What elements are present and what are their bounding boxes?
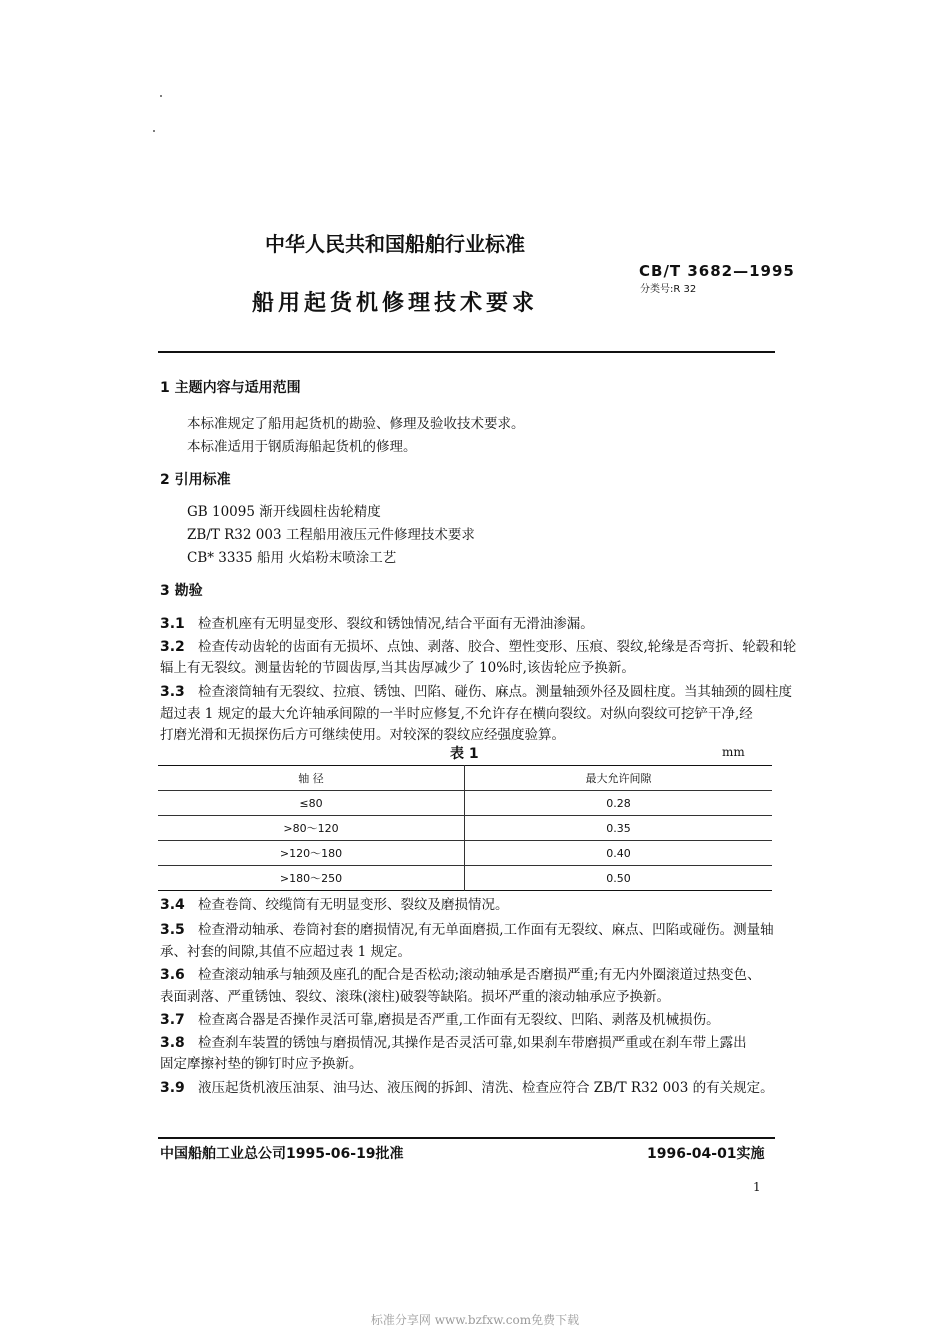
clause-text-line: 承、衬套的间隙,其值不应超过表 1 规定。 — [160, 944, 411, 960]
watermark: 标准分享网 www.bzfxw.com免费下载 — [370, 1313, 580, 1327]
table-cell: 0.28 — [606, 796, 631, 810]
clause-3-6 — [160, 963, 761, 983]
clause-text-line: 打磨光滑和无损探伤后方可继续使用。对较深的裂纹应经强度验算。 — [160, 727, 565, 743]
clause-number: 3.6 — [160, 967, 185, 983]
table-header-cell: 轴 径 — [158, 766, 465, 791]
clause-3-9 — [160, 1076, 774, 1096]
section-1-heading: 1 主题内容与适用范围 — [160, 380, 301, 396]
table-row — [158, 841, 772, 866]
clause-3-4 — [160, 893, 509, 913]
table-cell: ≤80 — [158, 791, 465, 816]
clause-number: 3.9 — [160, 1080, 185, 1096]
reference-item: CB* 3335 船用 火焰粉末喷涂工艺 — [187, 550, 397, 566]
document-title: 船用起货机修理技术要求 — [251, 291, 538, 316]
classification-number: 分类号:R 32 — [640, 284, 697, 295]
table-cell: 0.50 — [606, 871, 631, 885]
clause-text-line: 检查滑动轴承、卷筒衬套的磨损情况,有无单面磨损,工作面有无裂纹、麻点、凹陷或碰伤。测量轴 — [198, 922, 774, 938]
clause-number: 3.5 — [160, 922, 185, 938]
reference-item: ZB/T R32 003 工程船用液压元件修理技术要求 — [187, 527, 475, 543]
section-2-heading: 2 引用标准 — [160, 472, 231, 488]
scan-speck — [153, 130, 155, 132]
table-header-row — [158, 766, 772, 791]
table-row — [158, 816, 772, 841]
table-1 — [158, 765, 772, 891]
approval-date: 中国船舶工业总公司1995-06-19批准 — [160, 1146, 404, 1162]
clause-text-line: 超过表 1 规定的最大允许轴承间隙的一半时应修复,不允许存在横向裂纹。对纵向裂纹可挖铲干净,经 — [160, 706, 753, 722]
table-row — [158, 866, 772, 891]
clause-text-line: 检查刹车装置的锈蚀与磨损情况,其操作是否灵活可靠,如果刹车带磨损严重或在刹车带上露出 — [198, 1035, 747, 1051]
table-header-cell: 最大允许间隙 — [585, 772, 652, 785]
clause-text-line: 液压起货机液压油泵、油马达、液压阀的拆卸、清洗、检查应符合 ZB/T R32 003 的有关规定。 — [198, 1080, 774, 1096]
clause-text-line: 检查卷筒、绞缆筒有无明显变形、裂纹及磨损情况。 — [198, 897, 509, 913]
table-cell: >180～250 — [158, 866, 465, 891]
clause-number: 3.8 — [160, 1035, 185, 1051]
clause-text-line: 辐上有无裂纹。测量齿轮的节圆齿厚,当其齿厚减少了 10%时,该齿轮应予换新。 — [160, 660, 635, 676]
clause-text-line: 检查机座有无明显变形、裂纹和锈蚀情况,结合平面有无滑油渗漏。 — [198, 616, 594, 632]
clause-3-1 — [160, 612, 594, 632]
footer-divider — [158, 1137, 775, 1139]
clause-text-line: 固定摩擦衬垫的铆钉时应予换新。 — [160, 1056, 363, 1072]
scan-speck — [160, 95, 162, 97]
header-divider — [158, 351, 775, 353]
reference-item: GB 10095 渐开线圆柱齿轮精度 — [187, 504, 381, 520]
standard-code: CB/T 3682—1995 — [639, 262, 795, 280]
clause-number: 3.2 — [160, 639, 185, 655]
clause-text-line: 检查传动齿轮的齿面有无损坏、点蚀、剥落、胶合、塑性变形、压痕、裂纹,轮缘是否弯折、轮毂和轮 — [198, 639, 797, 655]
clause-number: 3.4 — [160, 897, 185, 913]
section-1-paragraph-1: 本标准规定了船用起货机的勘验、修理及验收技术要求。 — [187, 416, 525, 432]
table-cell: >80～120 — [158, 816, 465, 841]
clause-3-3 — [160, 680, 792, 700]
clause-3-2 — [160, 635, 796, 655]
clause-3-8 — [160, 1031, 747, 1051]
clause-text-line: 检查滚动轴承与轴颈及座孔的配合是否松动;滚动轴承是否磨损严重;有无内外圈滚道过热变色、 — [198, 967, 761, 983]
table-cell: 0.35 — [606, 821, 631, 835]
page-number: 1 — [753, 1180, 761, 1194]
clause-3-7 — [160, 1008, 720, 1028]
clause-number: 3.7 — [160, 1012, 185, 1028]
table-cell: >120～180 — [158, 841, 465, 866]
table-cell: 0.40 — [606, 846, 631, 860]
organization-title: 中华人民共和国船舶行业标准 — [265, 232, 525, 256]
clause-text-line: 检查离合器是否操作灵活可靠,磨损是否严重,工作面有无裂纹、凹陷、剥落及机械损伤。 — [198, 1012, 720, 1028]
clause-3-5 — [160, 918, 774, 938]
clause-number: 3.1 — [160, 616, 185, 632]
table-row — [158, 791, 772, 816]
clause-text-line: 检查滚筒轴有无裂纹、拉痕、锈蚀、凹陷、碰伤、麻点。测量轴颈外径及圆柱度。当其轴颈的圆柱度 — [198, 684, 792, 700]
clause-number: 3.3 — [160, 684, 185, 700]
section-3-heading: 3 勘验 — [160, 583, 203, 599]
table-caption: 表 1 — [450, 746, 479, 762]
section-1-paragraph-2: 本标准适用于钢质海船起货机的修理。 — [187, 439, 417, 455]
clause-text-line: 表面剥落、严重锈蚀、裂纹、滚珠(滚柱)破裂等缺陷。损坏严重的滚动轴承应予换新。 — [160, 989, 671, 1005]
effective-date: 1996-04-01实施 — [647, 1146, 765, 1162]
table-unit: mm — [722, 745, 745, 759]
